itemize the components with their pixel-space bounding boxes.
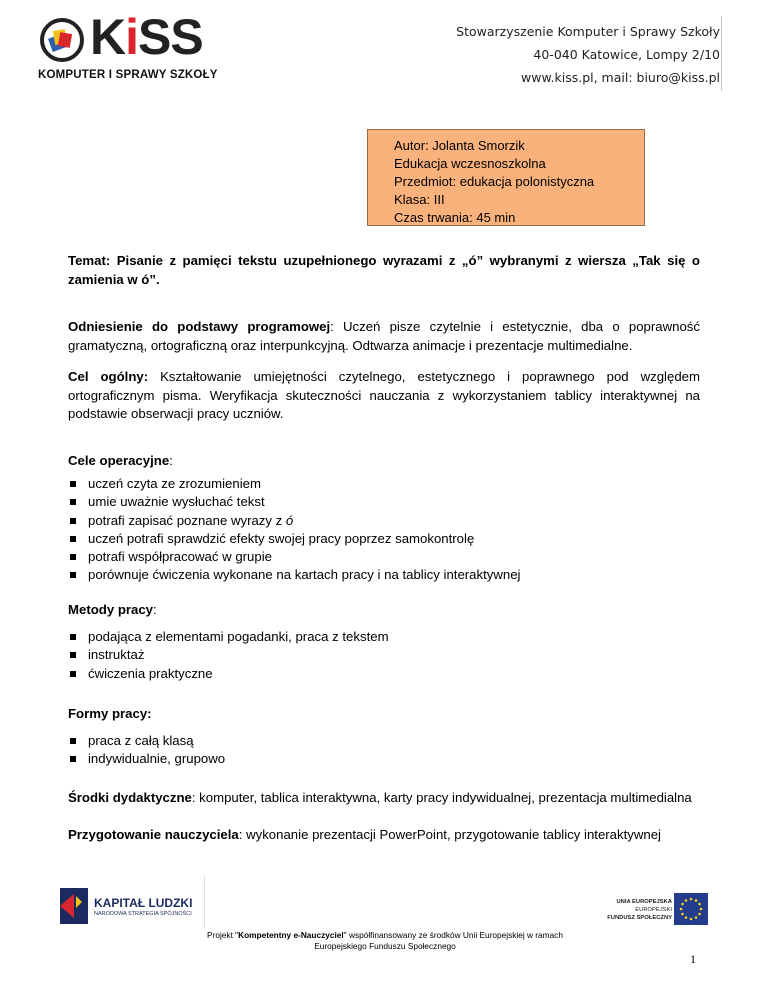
info-level: Edukacja wczesnoszkolna	[394, 156, 546, 171]
footer-divider	[204, 876, 205, 928]
info-class: Klasa: III	[394, 192, 445, 207]
eu-logo: UNIA EUROPEJSKA EUROPEJSKI FUNDUSZ SPOŁECZNY	[586, 893, 708, 926]
bullet-icon	[70, 481, 76, 487]
list-item: podająca z elementami pogadanki, praca z tekstem	[68, 628, 708, 646]
teaching-aids-text: : komputer, tablica interaktywna, karty pracy indywidualnej, prezentacja multimedialna	[191, 790, 692, 805]
list-item: indywidualnie, grupowo	[68, 750, 708, 768]
list-item: praca z całą klasą	[68, 732, 708, 750]
bullet-icon	[70, 756, 76, 762]
preparation-text: : wykonanie prezentacji PowerPoint, przygotowanie tablicy interaktywnej	[238, 827, 661, 842]
teaching-aids	[68, 789, 700, 808]
bullet-icon	[70, 536, 76, 542]
kapital-ludzki-logo: KAPITAŁ LUDZKI NARODOWA STRATEGIA SPÓJNOŚCI	[60, 888, 200, 928]
kiss-logo	[38, 9, 238, 84]
lesson-topic	[68, 252, 700, 289]
bullet-icon	[70, 652, 76, 658]
curriculum-text: : Uczeń pisze czytelnie i estetycznie, dba o poprawność gramatyczną, ortograficzną oraz interpunkcyjną. Odtwarza animacje i prezentacje multimedialne.	[68, 319, 700, 353]
topic-label: Temat:	[68, 253, 111, 268]
bullet-icon	[70, 518, 76, 524]
list-item: potrafi zapisać poznane wyrazy z ó	[68, 512, 708, 530]
forms-list	[68, 732, 708, 769]
list-item: potrafi współpracować w grupie	[68, 548, 708, 566]
org-name: Stowarzyszenie Komputer i Sprawy Szkoły	[456, 24, 720, 39]
bullet-icon	[70, 738, 76, 744]
general-goal	[68, 368, 700, 424]
bullet-icon	[70, 634, 76, 640]
operational-goals-heading: Cele operacyjne:	[68, 453, 173, 468]
operational-goals-list	[68, 475, 708, 585]
bullet-icon	[70, 572, 76, 578]
org-contact: www.kiss.pl, mail: biuro@kiss.pl	[521, 70, 720, 85]
list-item: ćwiczenia praktyczne	[68, 665, 708, 683]
bullet-icon	[70, 671, 76, 677]
forms-heading: Formy pracy:	[68, 706, 152, 721]
general-goal-text: Kształtowanie umiejętności czytelnego, estetycznego i poprawnego pod względem ortograficznym pisma. Weryfikacja skuteczności nauczania z wykorzystaniem tablicy interaktywnej na podstawie obserwacji pracy uczniów.	[68, 369, 700, 421]
list-item: umie uważnie wysłuchać tekst	[68, 493, 708, 511]
list-item: uczeń potrafi sprawdzić efekty swojej pracy poprzez samokontrolę	[68, 530, 708, 548]
methods-list	[68, 628, 708, 683]
kiss-logo-emblem-icon	[40, 18, 84, 62]
lesson-info-box	[367, 129, 645, 226]
info-subject: Przedmiot: edukacja polonistyczna	[394, 174, 595, 189]
methods-heading: Metody pracy:	[68, 602, 157, 617]
info-author: Autor: Jolanta Smorzik	[394, 138, 525, 153]
project-footnote: Projekt "Kompetentny e-Nauczyciel" współfinansowany ze środków Unii Europejskiej w ramach Europejskiego Funduszu Społecznego	[207, 930, 563, 951]
page-number: 1	[690, 952, 696, 966]
preparation-label: Przygotowanie nauczyciela	[68, 827, 239, 842]
eu-flag-icon	[674, 893, 708, 925]
bullet-icon	[70, 499, 76, 505]
organization-address	[456, 20, 720, 89]
kiss-logo-text: KiSS	[90, 9, 203, 65]
org-address: 40-040 Katowice, Lompy 2/10	[533, 47, 720, 62]
logo-tagline: KOMPUTER I SPRAWY SZKOŁY	[38, 69, 218, 81]
kapital-ludzki-emblem-icon	[60, 888, 88, 924]
general-goal-label: Cel ogólny:	[68, 369, 149, 384]
bullet-icon	[70, 554, 76, 560]
curriculum-label: Odniesienie do podstawy programowej	[68, 319, 331, 334]
teacher-preparation	[68, 826, 700, 845]
list-item: porównuje ćwiczenia wykonane na kartach pracy i na tablicy interaktywnej	[68, 566, 708, 584]
curriculum-reference	[68, 318, 700, 355]
list-item: uczeń czyta ze zrozumieniem	[68, 475, 708, 493]
header-divider	[721, 16, 722, 91]
list-item: instruktaż	[68, 646, 708, 664]
info-duration: Czas trwania: 45 min	[394, 210, 516, 225]
teaching-aids-label: Środki dydaktyczne	[68, 790, 192, 805]
topic-text: Pisanie z pamięci tekstu uzupełnionego wyrazami z „ó” wybranymi z wiersza „Tak się o zamienia w ó”.	[68, 253, 700, 287]
